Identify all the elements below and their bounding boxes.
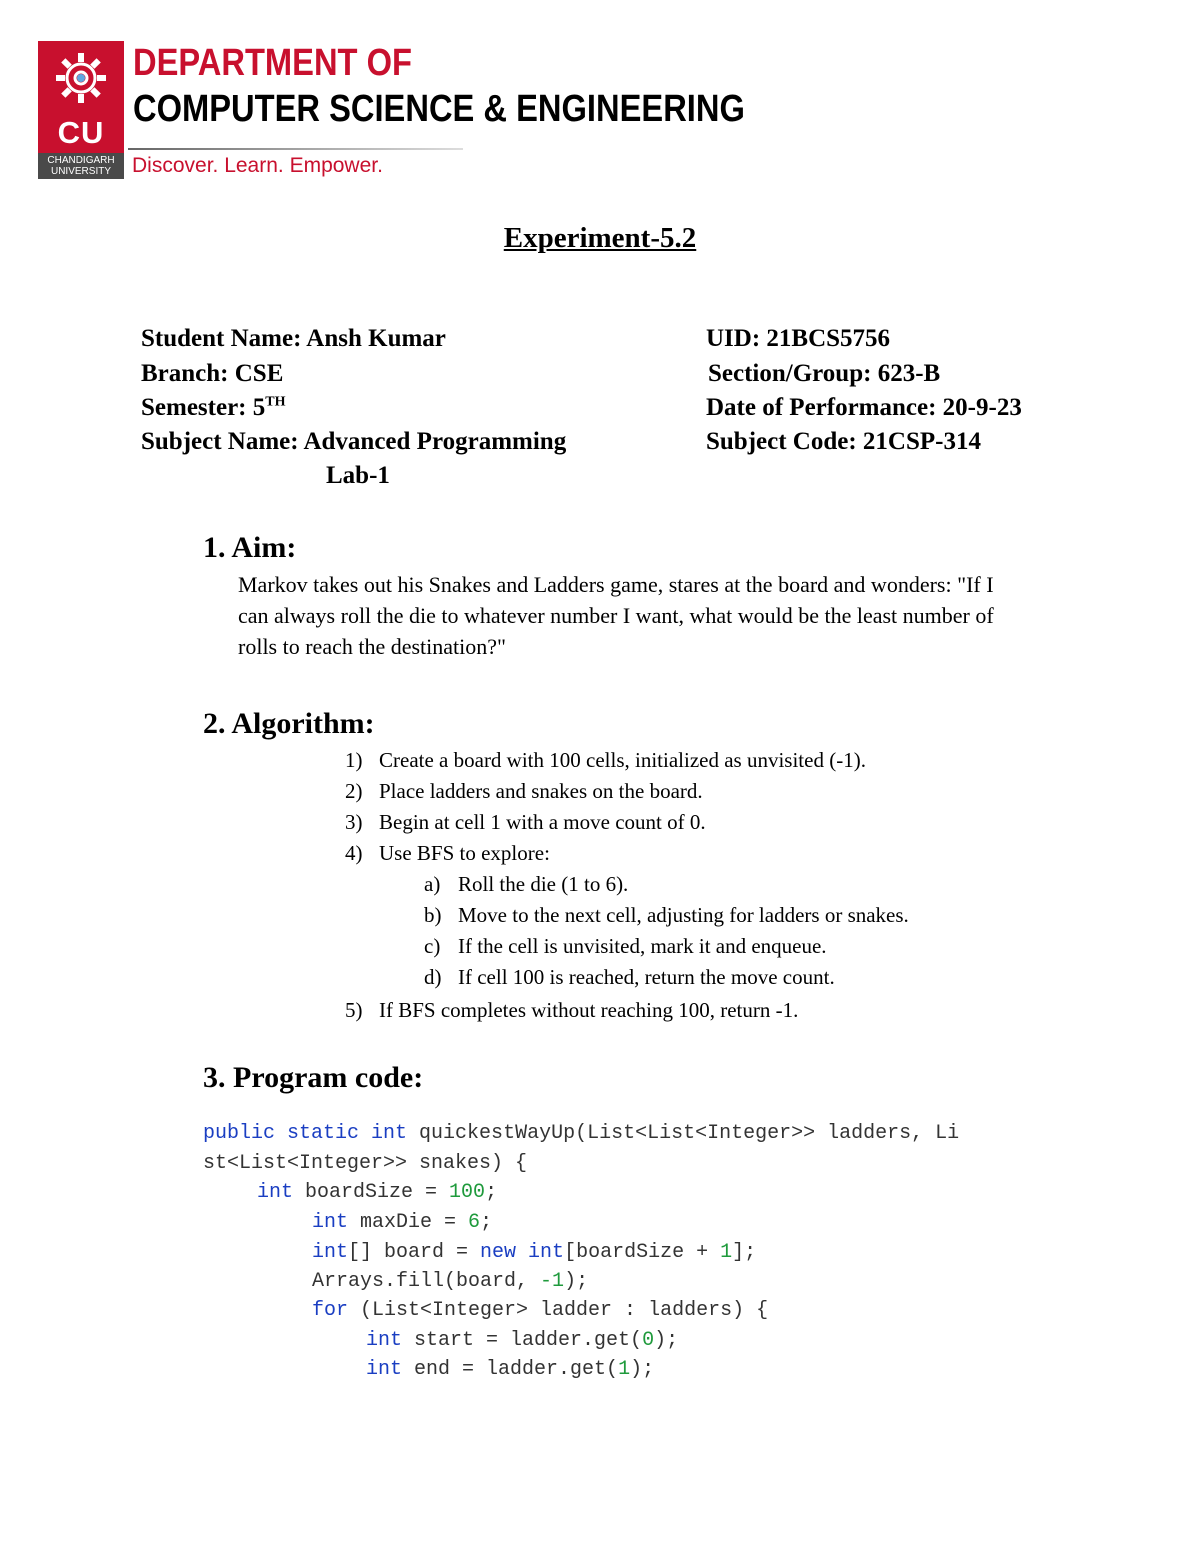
aim-line: Markov takes out his Snakes and Ladders game, stares at the board and wonders: "If I bbox=[238, 572, 994, 597]
code-text: ; bbox=[480, 1211, 493, 1234]
substep-text: If the cell is unvisited, mark it and enqueue. bbox=[458, 934, 827, 958]
step-number: 4) bbox=[345, 841, 363, 865]
semester-text: Semester: 5 bbox=[141, 394, 266, 421]
aim-heading: 1. Aim: bbox=[203, 531, 297, 564]
program-code-heading: 3. Program code: bbox=[203, 1061, 424, 1094]
department-title-line2: COMPUTER SCIENCE & ENGINEERING bbox=[133, 88, 745, 130]
code-text: start = ladder.get( bbox=[402, 1329, 643, 1352]
substep-letter: a) bbox=[424, 872, 441, 896]
code-keyword: public static int bbox=[203, 1122, 408, 1145]
algorithm-step bbox=[345, 810, 706, 835]
gear-emblem-icon bbox=[54, 51, 108, 105]
step-text: Begin at cell 1 with a move count of 0. bbox=[379, 810, 706, 834]
code-text: ); bbox=[564, 1270, 589, 1293]
code-keyword: new int bbox=[480, 1241, 565, 1264]
code-line bbox=[366, 1329, 678, 1352]
code-keyword: int bbox=[366, 1329, 403, 1352]
code-text: quickestWayUp(List<List<Integer>> ladders, Li bbox=[407, 1122, 960, 1145]
code-keyword: int bbox=[312, 1211, 349, 1234]
code-line bbox=[312, 1211, 492, 1234]
university-logo bbox=[38, 41, 124, 179]
algorithm-step bbox=[345, 779, 703, 804]
code-keyword: for bbox=[312, 1299, 349, 1322]
experiment-title: Experiment-5.2 bbox=[503, 222, 697, 254]
date-of-performance: Date of Performance: 20-9-23 bbox=[706, 394, 1022, 421]
code-line bbox=[203, 1152, 527, 1175]
step-text: Create a board with 100 cells, initialized as unvisited (-1). bbox=[379, 748, 866, 772]
aim-text bbox=[238, 569, 1078, 662]
algorithm-substep bbox=[424, 934, 827, 959]
subject-name-continued: Lab-1 bbox=[326, 462, 390, 489]
substep-letter: b) bbox=[424, 903, 442, 927]
code-keyword: int bbox=[312, 1241, 349, 1264]
semester-superscript: TH bbox=[265, 394, 286, 410]
student-name: Student Name: Ansh Kumar bbox=[141, 325, 446, 352]
code-number: 6 bbox=[468, 1211, 481, 1234]
substep-letter: d) bbox=[424, 965, 442, 989]
code-text: maxDie = bbox=[348, 1211, 469, 1234]
code-text: ); bbox=[654, 1329, 679, 1352]
code-number: 1 bbox=[618, 1358, 631, 1381]
subject-name: Subject Name: Advanced Programming bbox=[141, 428, 567, 455]
section-group: Section/Group: 623-B bbox=[708, 360, 941, 387]
logo-subtext: CHANDIGARH UNIVERSITY bbox=[38, 153, 124, 179]
code-keyword: int bbox=[366, 1358, 403, 1381]
code-line bbox=[257, 1181, 497, 1204]
code-text: ); bbox=[630, 1358, 655, 1381]
code-text: boardSize = bbox=[293, 1181, 450, 1204]
algorithm-step bbox=[345, 998, 798, 1023]
step-text: If BFS completes without reaching 100, return -1. bbox=[379, 998, 799, 1022]
code-text: (List<Integer> ladder : ladders) { bbox=[348, 1299, 769, 1322]
step-number: 1) bbox=[345, 748, 363, 772]
step-text: Place ladders and snakes on the board. bbox=[379, 779, 703, 803]
substep-text: Move to the next cell, adjusting for ladders or snakes. bbox=[458, 903, 909, 927]
code-line bbox=[366, 1358, 654, 1381]
semester bbox=[141, 394, 285, 422]
substep-letter: c) bbox=[424, 934, 441, 958]
code-number: -1 bbox=[540, 1270, 565, 1293]
code-keyword: int bbox=[257, 1181, 294, 1204]
header-divider bbox=[128, 148, 463, 150]
step-number: 5) bbox=[345, 998, 363, 1022]
code-text: Arrays.fill(board, bbox=[312, 1270, 541, 1293]
department-title-line1: DEPARTMENT OF bbox=[133, 42, 412, 84]
code-line bbox=[203, 1122, 959, 1145]
code-number: 0 bbox=[642, 1329, 655, 1352]
code-number: 1 bbox=[720, 1241, 733, 1264]
algorithm-step bbox=[345, 841, 550, 866]
code-line bbox=[312, 1270, 588, 1293]
step-text: Use BFS to explore: bbox=[379, 841, 550, 865]
code-text: st<List<Integer>> snakes) { bbox=[203, 1152, 528, 1175]
step-number: 2) bbox=[345, 779, 363, 803]
code-line bbox=[312, 1299, 768, 1322]
algorithm-substep bbox=[424, 903, 909, 928]
code-text: end = ladder.get( bbox=[402, 1358, 619, 1381]
branch: Branch: CSE bbox=[141, 360, 284, 387]
code-line bbox=[312, 1241, 756, 1264]
uid: UID: 21BCS5756 bbox=[706, 325, 891, 352]
subject-code: Subject Code: 21CSP-314 bbox=[706, 428, 981, 455]
code-text: ]; bbox=[732, 1241, 757, 1264]
algorithm-substep bbox=[424, 965, 835, 990]
code-text: ; bbox=[485, 1181, 498, 1204]
algorithm-step bbox=[345, 748, 866, 773]
aim-line: rolls to reach the destination?" bbox=[238, 634, 507, 659]
code-text: [] board = bbox=[348, 1241, 481, 1264]
algorithm-substep bbox=[424, 872, 628, 897]
substep-text: If cell 100 is reached, return the move count. bbox=[458, 965, 835, 989]
aim-line: can always roll the die to whatever number I want, what would be the least number of bbox=[238, 603, 994, 628]
algorithm-heading: 2. Algorithm: bbox=[203, 707, 375, 740]
step-number: 3) bbox=[345, 810, 363, 834]
code-number: 100 bbox=[449, 1181, 486, 1204]
substep-text: Roll the die (1 to 6). bbox=[458, 872, 629, 896]
code-text: [boardSize + bbox=[564, 1241, 721, 1264]
logo-text: CU bbox=[57, 115, 105, 150]
tagline: Discover. Learn. Empower. bbox=[132, 154, 383, 177]
